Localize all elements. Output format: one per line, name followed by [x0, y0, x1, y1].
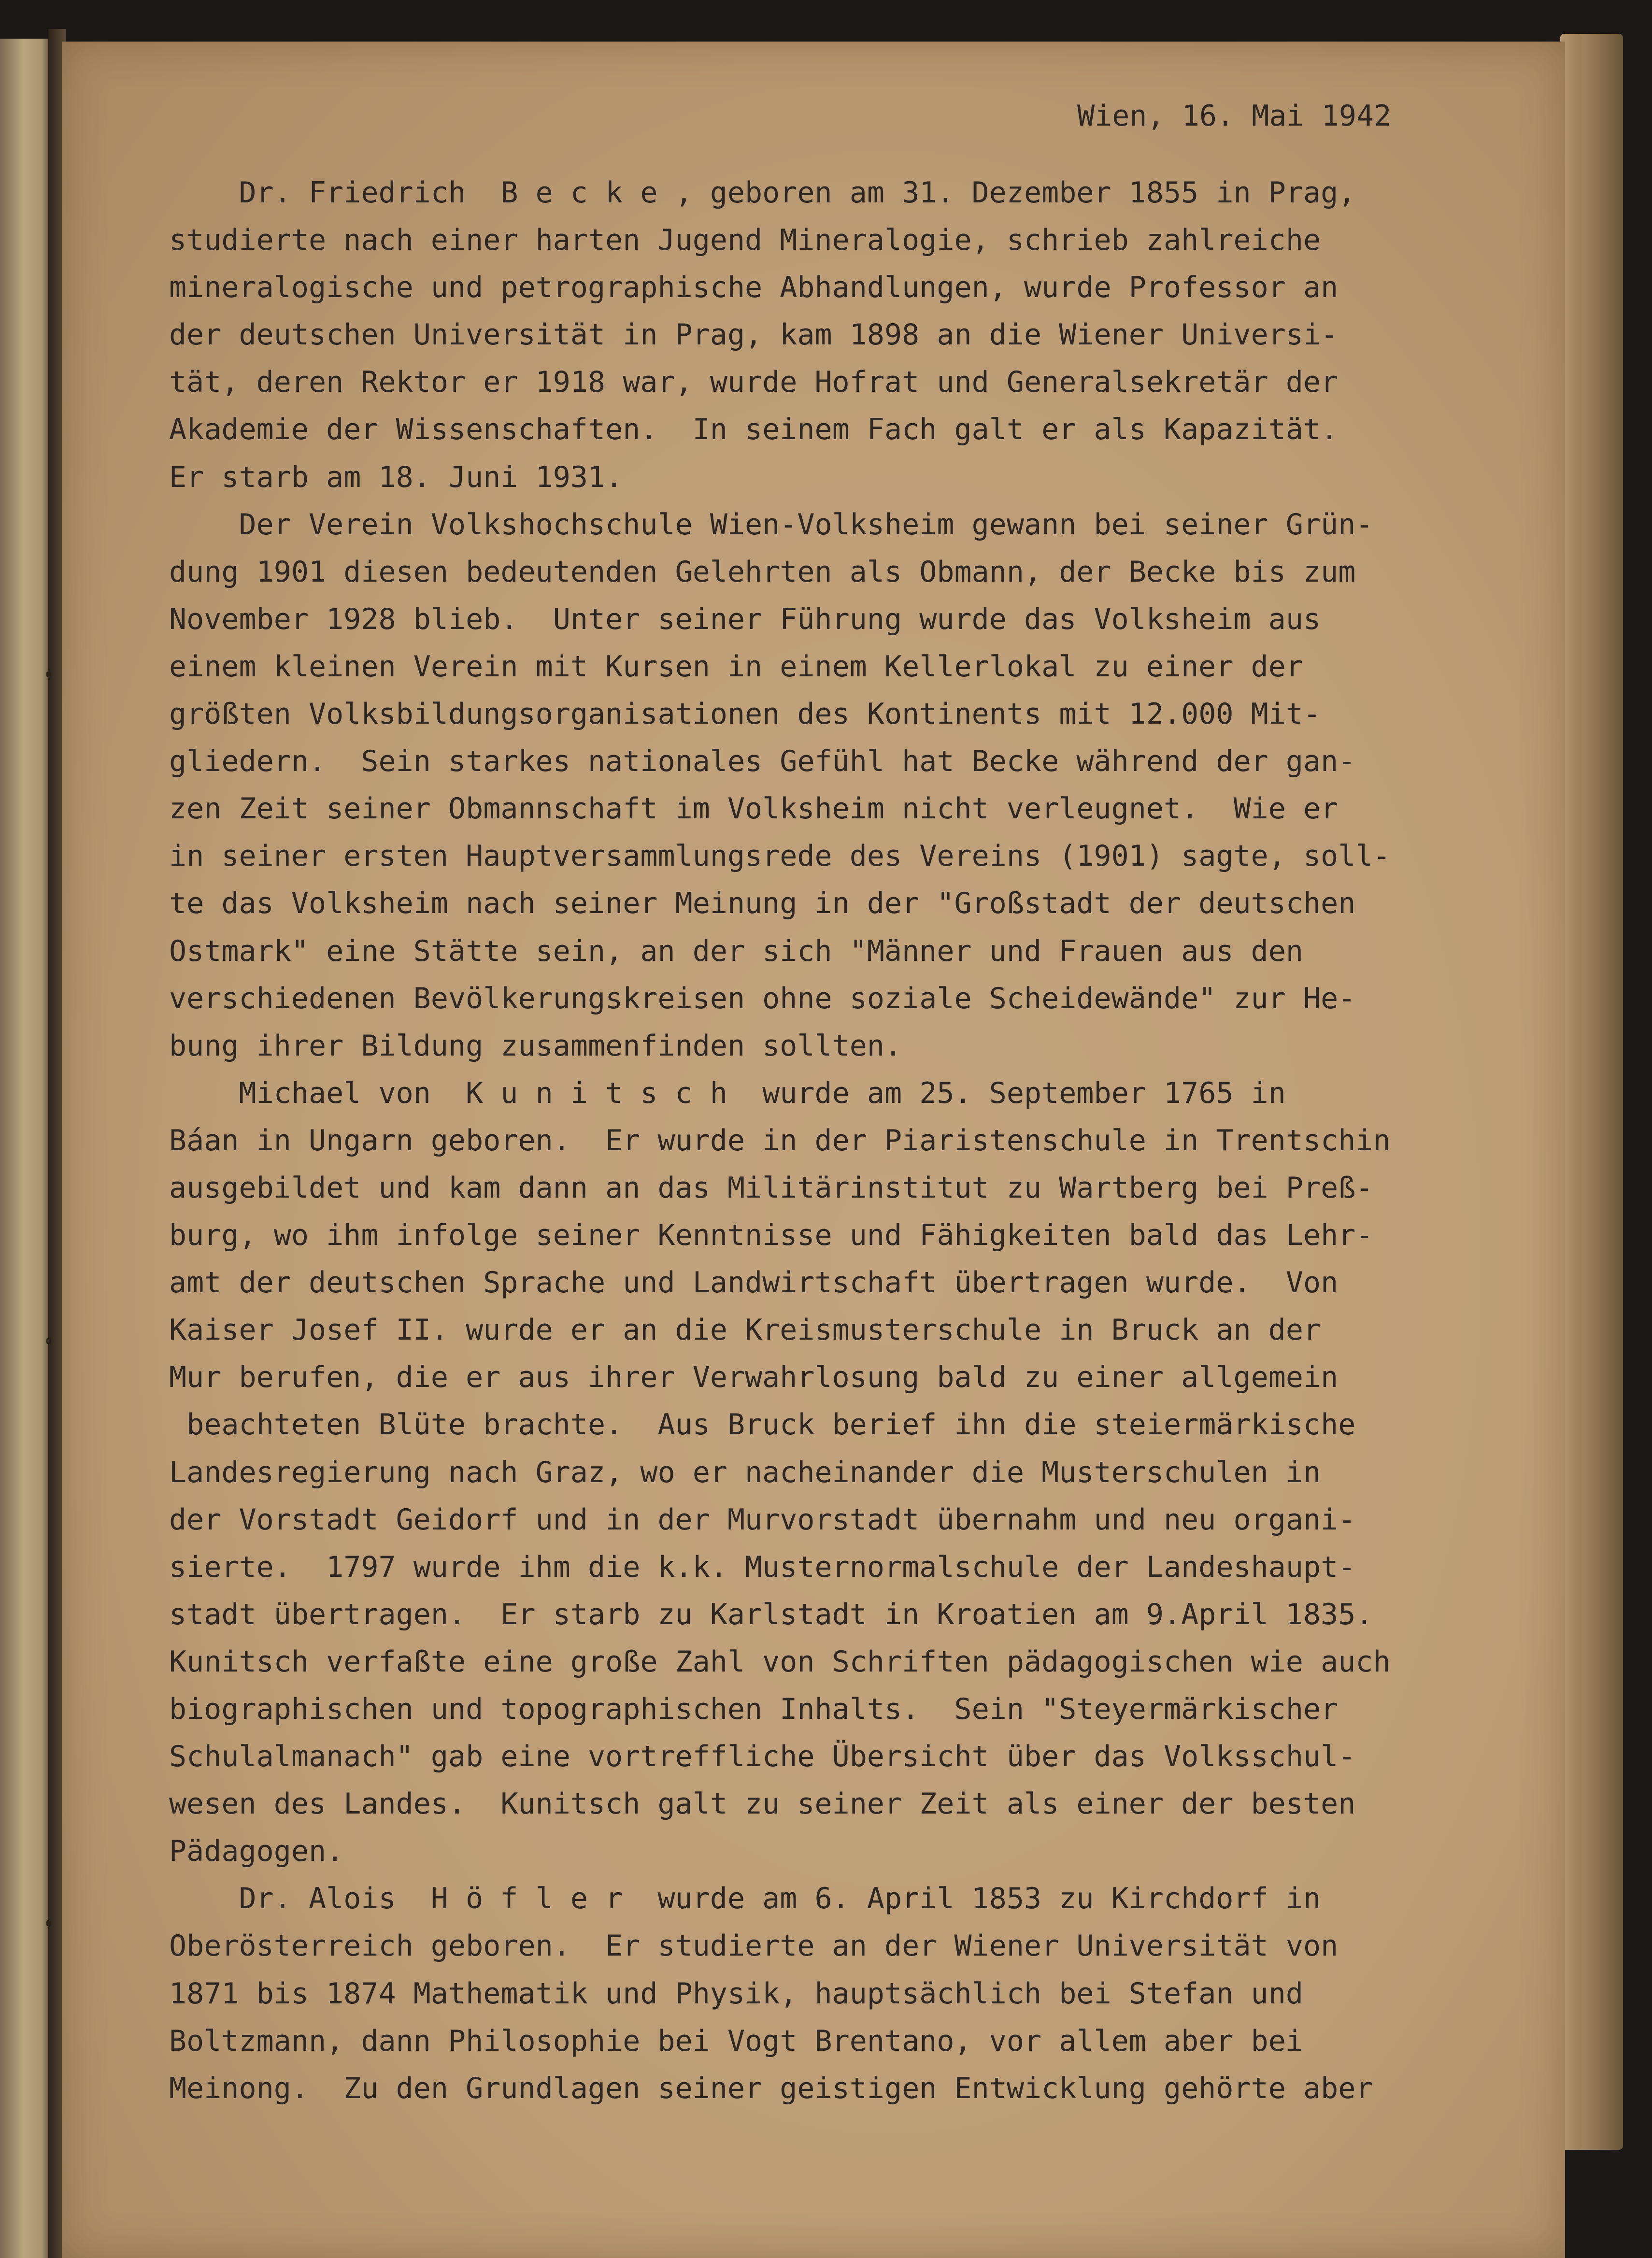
text-line: der deutschen Universität in Prag, kam 1898 an die Wiener Universi-: [169, 318, 1339, 352]
text-line: einem kleinen Verein mit Kursen in einem Kellerlokal zu einer der: [169, 649, 1303, 684]
text-line: tät, deren Rektor er 1918 war, wurde Hofrat und Generalsekretär der: [169, 365, 1339, 400]
text-line: Kunitsch verfaßte eine große Zahl von Schriften pädagogischen wie auch: [169, 1644, 1391, 1679]
text-line: te das Volksheim nach seiner Meinung in der "Großstadt der deutschen: [169, 886, 1356, 921]
text-line: dung 1901 diesen bedeutenden Gelehrten als Obmann, der Becke bis zum: [169, 555, 1356, 589]
text-line: Báan in Ungarn geboren. Er wurde in der Piaristenschule in Trentschin: [169, 1123, 1391, 1158]
text-line: Dr. Friedrich B e c k e , geboren am 31. Dezember 1855 in Prag,: [169, 176, 1356, 210]
text-line: Kaiser Josef II. wurde er an die Kreismusterschule in Bruck an der: [169, 1313, 1321, 1347]
text-line: mineralogische und petrographische Abhandlungen, wurde Professor an: [169, 271, 1339, 305]
text-line: wesen des Landes. Kunitsch galt zu seiner Zeit als einer der besten: [169, 1787, 1356, 1821]
text-line: zen Zeit seiner Obmannschaft im Volksheim nicht verleugnet. Wie er: [169, 792, 1339, 826]
text-line: verschiedenen Bevölkerungskreisen ohne soziale Scheidewände" zur He-: [169, 981, 1356, 1015]
text-line: Ostmark" eine Stätte sein, an der sich "Männer und Frauen aus den: [169, 934, 1303, 968]
text-line: der Vorstadt Geidorf und in der Murvorstadt übernahm und neu organi-: [169, 1502, 1356, 1537]
text-line: Oberösterreich geboren. Er studierte an der Wiener Universität von: [169, 1929, 1339, 1963]
body-text: [169, 169, 1391, 2112]
text-line: Boltzmann, dann Philosophie bei Vogt Brentano, vor allem aber bei: [169, 2024, 1303, 2058]
date-line: Wien, 16. Mai 1942: [1077, 99, 1392, 133]
paragraph: [169, 169, 1391, 501]
text-line: Dr. Alois H ö f l e r wurde am 6. April 1853 zu Kirchdorf in: [169, 1882, 1321, 1916]
text-line: Er starb am 18. Juni 1931.: [169, 460, 623, 494]
text-line: Meinong. Zu den Grundlagen seiner geistigen Entwicklung gehörte aber: [169, 2071, 1373, 2105]
text-line: Pädagogen.: [169, 1834, 344, 1869]
text-line: Mur berufen, die er aus ihrer Verwahrlosung bald zu einer allgemein: [169, 1360, 1339, 1395]
binding-stitch: [46, 1920, 51, 1926]
text-line: gliedern. Sein starkes nationales Gefühl hat Becke während der gan-: [169, 744, 1356, 779]
text-line: stadt übertragen. Er starb zu Karlstadt in Kroatien am 9.April 1835.: [169, 1597, 1373, 1631]
binding-stitch: [46, 672, 51, 677]
text-line: bung ihrer Bildung zusammenfinden sollten.: [169, 1029, 902, 1063]
text-line: Der Verein Volkshochschule Wien-Volksheim gewann bei seiner Grün-: [169, 507, 1373, 542]
text-line: Michael von K u n i t s c h wurde am 25. September 1765 in: [169, 1076, 1286, 1110]
text-line: amt der deutschen Sprache und Landwirtschaft übertragen wurde. Von: [169, 1266, 1339, 1300]
text-line: ausgebildet und kam dann an das Militärinstitut zu Wartberg bei Preß-: [169, 1171, 1373, 1205]
left-page-edge: [0, 39, 52, 2258]
paragraph: [169, 501, 1391, 1070]
text-line: 1871 bis 1874 Mathematik und Physik, hauptsächlich bei Stefan und: [169, 1976, 1303, 2011]
text-line: studierte nach einer harten Jugend Mineralogie, schrieb zahlreiche: [169, 223, 1321, 257]
text-line: beachteten Blüte brachte. Aus Bruck berief ihn die steiermärkische: [169, 1408, 1356, 1442]
paragraph: [169, 1875, 1391, 2112]
binding-stitch: [46, 1338, 51, 1344]
text-line: burg, wo ihm infolge seiner Kenntnisse und Fähigkeiten bald das Lehr-: [169, 1218, 1373, 1253]
text-line: größten Volksbildungsorganisationen des Kontinents mit 12.000 Mit-: [169, 697, 1321, 731]
paragraph: [169, 1070, 1391, 1875]
text-line: sierte. 1797 wurde ihm die k.k. Musternormalschule der Landeshaupt-: [169, 1550, 1356, 1584]
text-line: biographischen und topographischen Inhalts. Sein "Steyermärkischer: [169, 1692, 1339, 1726]
text-line: Landesregierung nach Graz, wo er nacheinander die Musterschulen in: [169, 1455, 1321, 1489]
text-line: Akademie der Wissenschaften. In seinem Fach galt er als Kapazität.: [169, 413, 1339, 447]
text-line: Schulalmanach" gab eine vortreffliche Übersicht über das Volksschul-: [169, 1740, 1356, 1774]
text-line: in seiner ersten Hauptversammlungsrede des Vereins (1901) sagte, soll-: [169, 839, 1391, 873]
text-line: November 1928 blieb. Unter seiner Führung wurde das Volksheim aus: [169, 602, 1321, 636]
